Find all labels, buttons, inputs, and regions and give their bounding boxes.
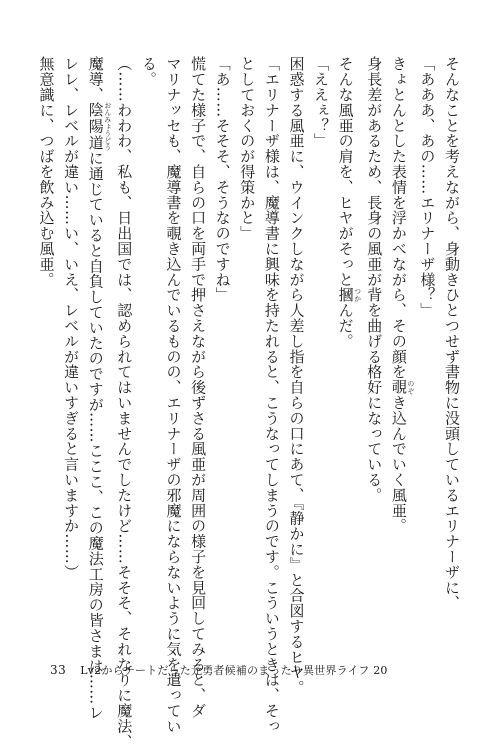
text-segment: そんな風亜の肩を、ヒヤがそっと bbox=[336, 56, 355, 287]
text-segment: きょとんとした表情を浮かべながら、その顔を bbox=[389, 56, 408, 380]
text-line: （……わわわ、私も、日出国では、認められてはいませんでしたけど……そそそ、それなりに魔法、 bbox=[115, 56, 134, 749]
ruby-annotation bbox=[389, 379, 415, 395]
text-line bbox=[83, 56, 112, 721]
text-line: としておくのが得策かと」 bbox=[238, 56, 257, 241]
text-line: レレ、レベルが違い……い、いえ、レベルが違いすぎると言いますか……） bbox=[62, 56, 81, 580]
text-line: 身長差があるため、長身の風亜が背を曲げる格好になっている。 bbox=[365, 56, 384, 503]
ruby-base: 陰陽道 bbox=[86, 101, 105, 151]
ruby-annotation bbox=[336, 287, 362, 303]
ruby-base: 摑 bbox=[336, 287, 355, 303]
text-line: マリナッセも、魔導書を覗き込んでいるものの、エリナーザの邪魔にならないように気を遣ってい bbox=[164, 56, 183, 734]
ruby-reading: おんみょうどう bbox=[103, 101, 112, 151]
text-segment: に通じていると自負していたのですが……こここ、この魔法工房の皆さまは……レ bbox=[86, 150, 105, 721]
text-line: る。 bbox=[139, 56, 158, 87]
text-line: 困惑する風亜に、ウインクしながら人差し指を自らの口にあて、『静かに』と合図するヒヤ。 bbox=[287, 56, 306, 696]
text-segment: き込んでいく風亜。 bbox=[389, 394, 408, 534]
text-segment: んだ。 bbox=[336, 302, 355, 349]
text-line: 「エリナーザ様は、魔導書に興味を持たれると、こうなってしまうのです。こういうときは、そっ bbox=[262, 56, 281, 734]
text-line: 「あ……そそそ、そうなのですね」 bbox=[213, 56, 232, 303]
text-line bbox=[386, 56, 415, 636]
running-title: Lv2からチートだった元勇者候補のまったり異世界ライフ 20 bbox=[80, 664, 388, 677]
page-number: 33 bbox=[50, 663, 67, 677]
text-line: 「ええぇ？」 bbox=[312, 56, 331, 149]
ruby-base: 覗 bbox=[389, 379, 408, 395]
ruby-reading: のぞ bbox=[406, 379, 415, 395]
text-line: 慌てた様子で、自らの口を両手で押さえながら後ずさる風亜が周囲の様子を見回してみると、ダ bbox=[189, 56, 208, 719]
ruby-reading: つか bbox=[353, 287, 362, 303]
page-footer bbox=[50, 660, 470, 680]
ruby-annotation bbox=[86, 101, 112, 151]
text-line: 無意識に、つばを飲み込む風亜。 bbox=[37, 56, 56, 287]
text-line: 「あああ、あの……エリナーザ様？」 bbox=[418, 56, 437, 318]
text-line bbox=[333, 56, 362, 636]
text-segment: 魔導、 bbox=[86, 56, 105, 103]
text-line: そんなことを考えながら、身動きひとつせず書物に没頭しているエリナーザに、 bbox=[443, 56, 461, 611]
